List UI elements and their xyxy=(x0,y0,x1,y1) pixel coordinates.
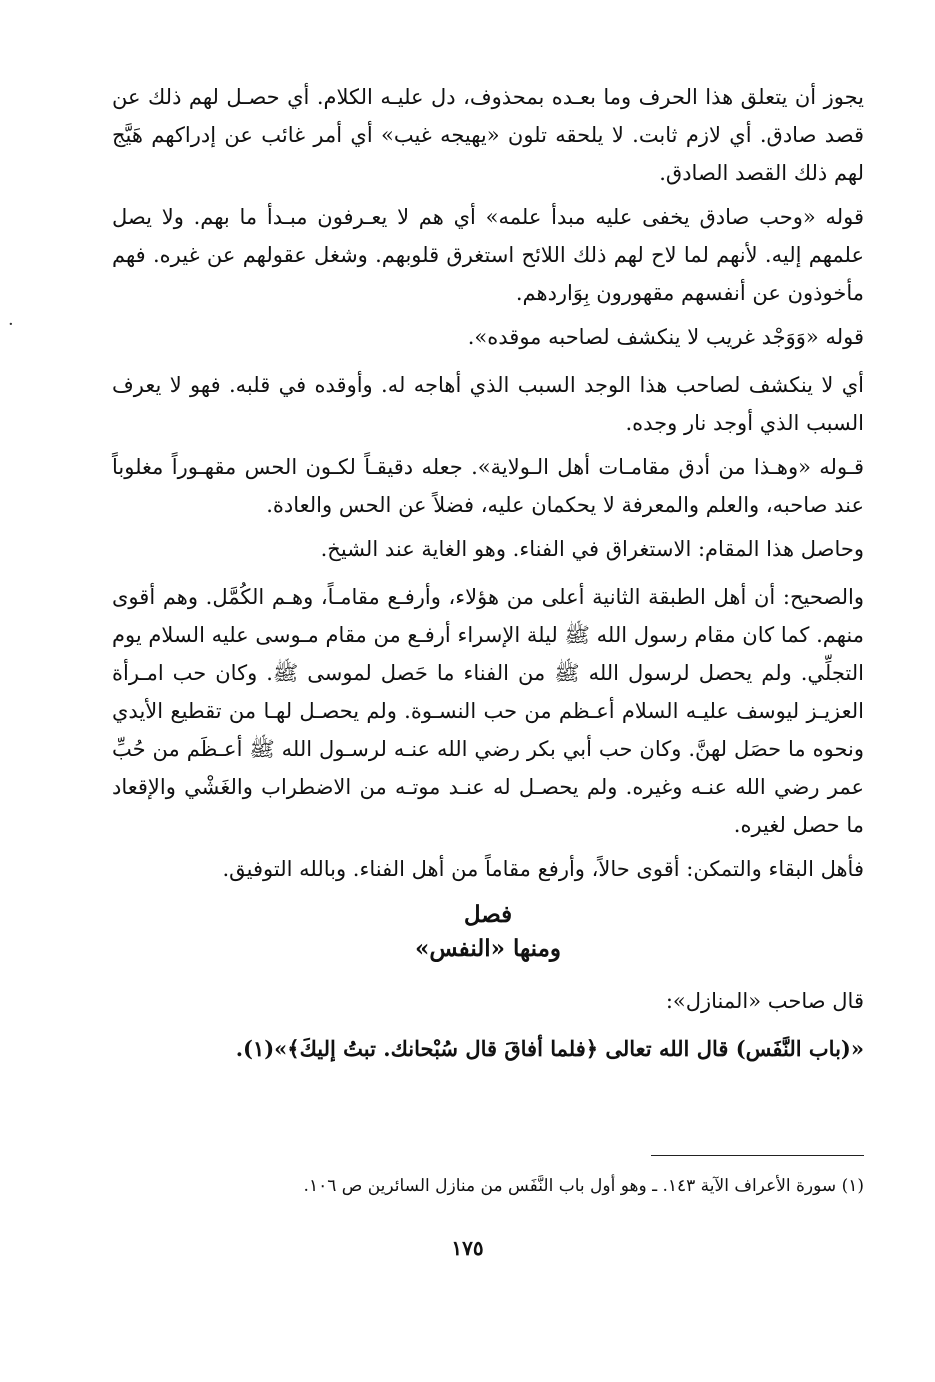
section-subheading: ومنها «النفس» xyxy=(414,935,562,962)
paragraph-8: فأهل البقاء والتمكن: أقوى حالاً، وأرفع مقاماً من أهل الفناء. وبالله التوفيق. xyxy=(222,857,864,881)
paragraph-6: وحاصل هذا المقام: الاستغراق في الفناء. وهو الغاية عند الشيخ. xyxy=(320,537,864,561)
page-body xyxy=(112,78,864,1078)
paragraph-4: أي لا ينكشف لصاحب هذا الوجد السبب الذي أهاجه له. وأوقده في قلبه. فهو لا يعرف السبب الذي أوجد نار وجده. xyxy=(112,373,864,435)
paragraph-7: والصحيح: أن أهل الطبقة الثانية أعلى من هؤلاء، وأرفـع مقامـاً، وهـم الكُمَّل. وهم أقوى منهم. كما كان مقام رسول الله ﷺ ليلة الإسراء أرفـع من مقام مـوسى عليه السلام يوم التجلِّي. ولم يحصل لرسول الله ﷺ من الفناء ما حَصل لموسى ﷺ. وكان حب امـرأة العزيـز ليوسف عليـه السلام أعـظم من حب النسـوة. ولم يحصـل لهـا من تقطيع الأيدي ونحوه ما حصَل لهنَّ. وكان حب أبي بكر رضي الله عنـه لرسـول الله ﷺ أعـظَم من حُبِّ عمر رضي الله عنـه وغيره. ولم يحصـل له عنـد موتـه من الاضطراب والغَشْي والإقعاد ما حصل لغيره. xyxy=(112,585,864,837)
paragraph-1: يجوز أن يتعلق هذا الحرف وما بعـده بمحذوف، دل عليـه الكلام. أي حصـل لهم ذلك عن قصد صادق. أي لازم ثابت. لا يلحقه تلون «يهيجه غيب» أي أمر غائب عن إدراكهم هَيَّج لهم ذلك القصد الصادق. xyxy=(112,85,864,185)
margin-mark: · xyxy=(8,314,14,335)
quote-text: «(باب النَّفَس) قال الله تعالى ﴿فلما أفاقَ قال سُبْحانك. تبتُ إليكَ﴾»(١). xyxy=(235,1036,864,1061)
page-number: ١٧٥ xyxy=(451,1236,484,1260)
footnote-divider xyxy=(651,1155,864,1156)
quote-intro: قال صاحب «المنازل»: xyxy=(665,989,864,1013)
paragraph-2: قوله «وحب صادق يخفى عليه مبدأ علمه» أي هم لا يعـرفون مبـدأ ما بهم. ولا يصل علمهم إليه. لأنهم لما لاح لهم ذلك اللائح استغرق قلوبهم. وشغل عقولهم عن غيره. فهم مأخوذون عن أنفسهم مقهورون بِوَاردهم. xyxy=(112,205,864,305)
footnote: (١) سورة الأعراف الآية ١٤٣. ـ وهو أول باب النَّفَس من منازل السائرين ص ١٠٦. xyxy=(303,1176,864,1196)
section-heading: فصل xyxy=(463,901,513,928)
paragraph-5: قـوله «وهـذا من أدق مقامـات أهل الـولاية». جعله دقيقـاً لكـون الحس مقهـوراً مغلوباً عند صاحبه، والعلم والمعرفة لا يحكمان عليه، فضلاً عن الحس والعادة. xyxy=(112,455,864,517)
paragraph-3: قوله «وَوَجْد غريب لا ينكشف لصاحبه موقده». xyxy=(467,325,864,349)
